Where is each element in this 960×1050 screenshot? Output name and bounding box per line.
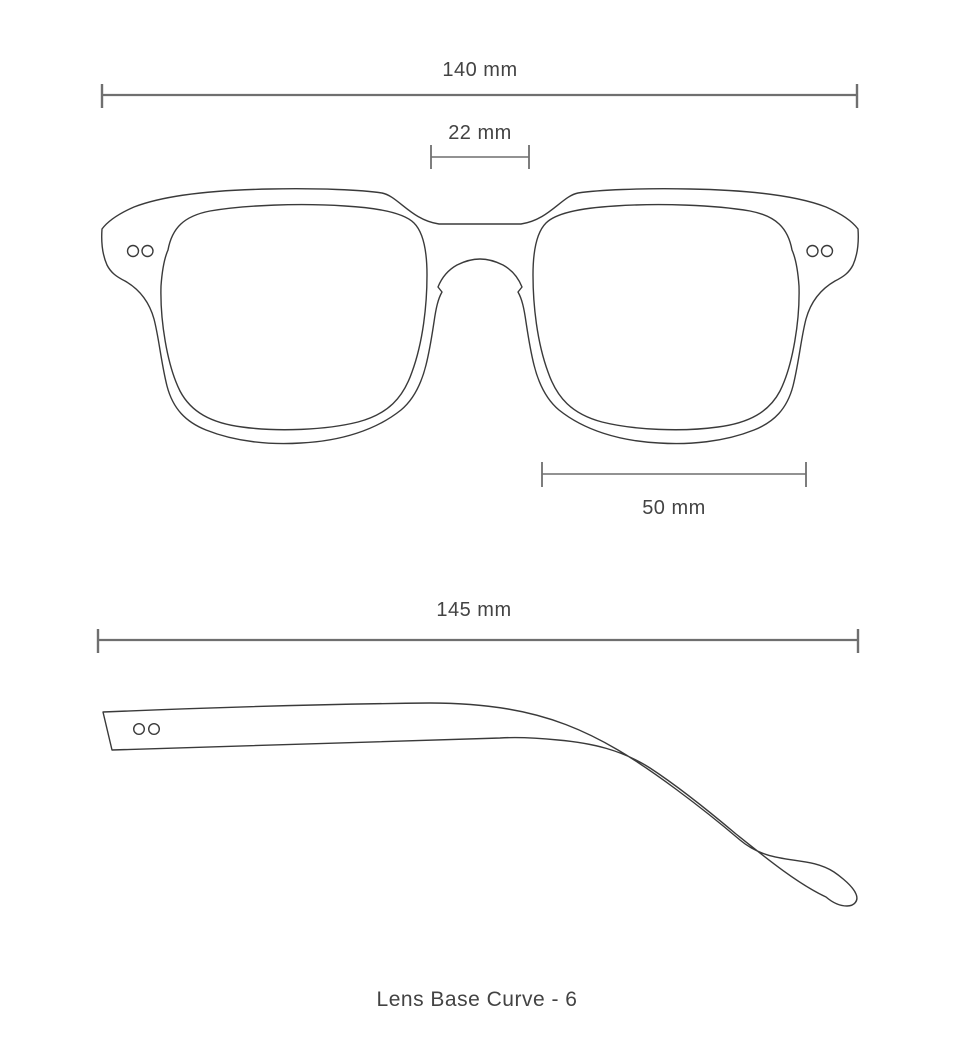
right-hinge-rivet-2 — [822, 246, 833, 257]
left-hinge-rivet-1 — [128, 246, 139, 257]
temple-hinge-rivet-2 — [149, 724, 160, 735]
lens-width-label: 50 mm — [642, 497, 706, 519]
temple-arm-outline — [103, 703, 857, 906]
bridge-width-label: 22 mm — [448, 122, 512, 144]
temple-length-label: 145 mm — [436, 599, 512, 621]
frame-width-label: 140 mm — [442, 59, 518, 81]
right-hinge-rivet-1 — [807, 246, 818, 257]
temple-arm-side-view — [103, 703, 857, 906]
left-lens-outline — [161, 205, 427, 430]
eyeglass-frame-front-view — [102, 189, 859, 444]
dimension-bridge-width — [431, 122, 529, 169]
temple-hinge-rivet-1 — [134, 724, 145, 735]
dimension-frame-width — [102, 59, 857, 108]
frame-outer-outline — [102, 189, 859, 444]
dimension-temple-length — [98, 599, 858, 653]
lens-base-curve-caption: Lens Base Curve - 6 — [376, 988, 578, 1011]
left-hinge-rivet-2 — [142, 246, 153, 257]
dimension-lens-width — [542, 462, 806, 519]
right-lens-outline — [533, 205, 799, 430]
